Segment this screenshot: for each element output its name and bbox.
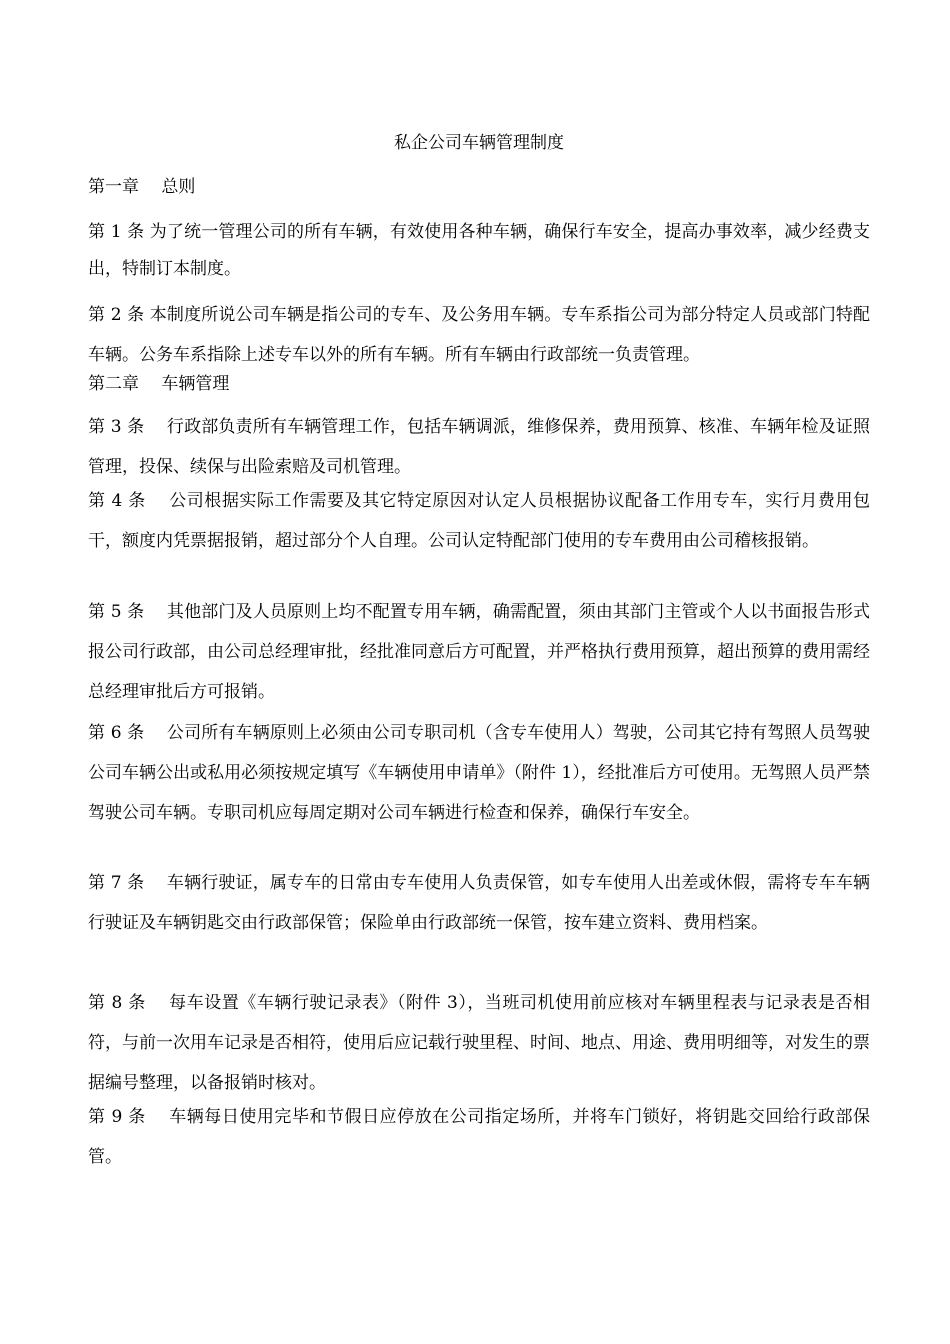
article-6: 第 6 条 公司所有车辆原则上必须由公司专职司机（含专车使用人）驾驶，公司其它持有驾照人员驾驶公司车辆公出或私用必须按规定填写《车辆使用申请单》（附件 1），经批准后方可使用。无驾照人员严禁驾驶公司车辆。专职司机应每周定期对公司车辆进行检查和保养，确保行车安全。 xyxy=(88,723,870,823)
chapter-1-heading: 第一章 总则 xyxy=(88,177,196,197)
article-3: 第 3 条 行政部负责所有车辆管理工作，包括车辆调派，维修保养，费用预算、核准、车辆年检及证照管理，投保、续保与出险索赔及司机管理。 xyxy=(88,417,870,477)
article-1: 第 1 条 为了统一管理公司的所有车辆，有效使用各种车辆，确保行车安全，提高办事效率，减少经费支出，特制订本制度。 xyxy=(88,222,870,279)
article-8: 第 8 条 每车设置《车辆行驶记录表》（附件 3），当班司机使用前应核对车辆里程表与记录表是否相符，与前一次用车记录是否相符，使用后应记载行驶里程、时间、地点、用途、费用明细等，对发生的票据编号整理，以备报销时核对。 xyxy=(88,993,870,1093)
article-5: 第 5 条 其他部门及人员原则上均不配置专用车辆，确需配置，须由其部门主管或个人以书面报告形式报公司行政部，由公司总经理审批，经批准同意后方可配置，并严格执行费用预算，超出预算的费用需经总经理审批后方可报销。 xyxy=(88,602,870,702)
article-4: 第 4 条 公司根据实际工作需要及其它特定原因对认定人员根据协议配备工作用专车，实行月费用包干，额度内凭票据报销，超过部分个人自理。公司认定特配部门使用的专车费用由公司稽核报销。 xyxy=(88,491,870,551)
article-7: 第 7 条 车辆行驶证，属专车的日常由专车使用人负责保管，如专车使用人出差或休假，需将专车车辆行驶证及车辆钥匙交由行政部保管；保险单由行政部统一保管，按车建立资料、费用档案。 xyxy=(88,873,870,933)
document-title: 私企公司车辆管理制度 xyxy=(394,133,564,153)
chapter-2-heading: 第二章 车辆管理 xyxy=(88,374,230,394)
article-2: 第 2 条 本制度所说公司车辆是指公司的专车、及公务用车辆。专车系指公司为部分特定人员或部门特配车辆。公务车系指除上述专车以外的所有车辆。所有车辆由行政部统一负责管理。 xyxy=(88,305,870,365)
article-9: 第 9 条 车辆每日使用完毕和节假日应停放在公司指定场所，并将车门锁好，将钥匙交回给行政部保管。 xyxy=(88,1107,870,1167)
